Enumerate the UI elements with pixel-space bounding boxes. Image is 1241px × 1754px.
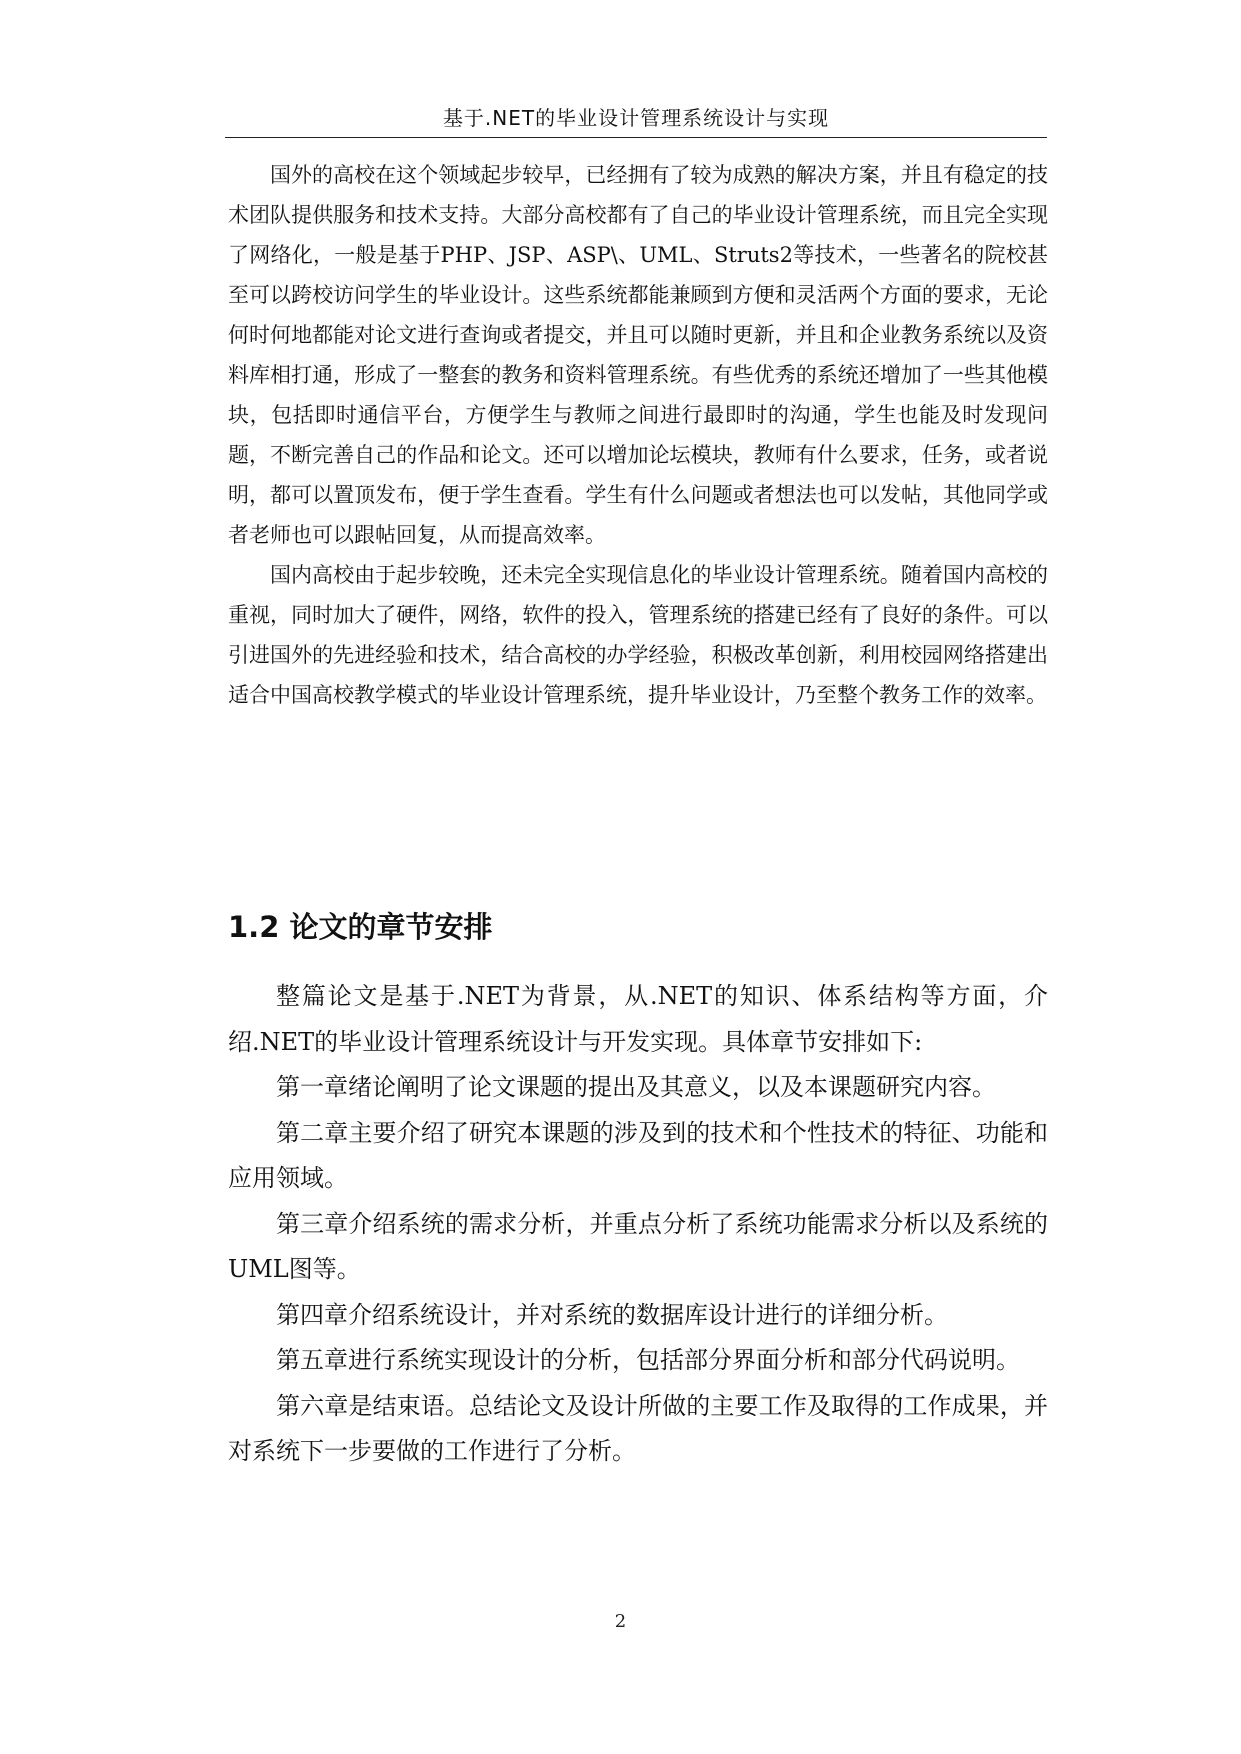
- paragraph-overview: 整篇论文是基于.NET为背景，从.NET的知识、体系结构等方面，介绍.NET的毕业设计管理系统设计与开发实现。具体章节安排如下:: [228, 982, 1048, 1056]
- paragraph-chapter-3: 第三章介绍系统的需求分析，并重点分析了系统功能需求分析以及系统的UML图等。: [228, 1209, 1048, 1283]
- paragraph-chapter-4: 第四章介绍系统设计，并对系统的数据库设计进行的详细分析。: [276, 1300, 948, 1329]
- paragraph-chapter-6: 第六章是结束语。总结论文及设计所做的主要工作及取得的工作成果，并对系统下一步要做的工作进行了分析。: [228, 1391, 1048, 1465]
- running-header: 基于.NET的毕业设计管理系统设计与实现: [442, 106, 830, 130]
- paragraph-domestic-universities: 国内高校由于起步较晚，还未完全实现信息化的毕业设计管理系统。随着国内高校的重视，同时加大了硬件，网络，软件的投入，管理系统的搭建已经有了良好的条件。可以引进国外的先进经验和技术，结合高校的办学经验，积极改革创新，利用校园网络搭建出适合中国高校教学模式的毕业设计管理系统，提升毕业设计，乃至整个教务工作的效率。: [228, 563, 1048, 707]
- section-heading: 1.2 论文的章节安排: [228, 910, 493, 944]
- header-rule: [225, 137, 1047, 138]
- page-number: 2: [614, 1611, 627, 1632]
- paragraph-foreign-universities: 国外的高校在这个领域起步较早，已经拥有了较为成熟的解决方案，并且有稳定的技术团队提供服务和技术支持。大部分高校都有了自己的毕业设计管理系统，而且完全实现了网络化，一般是基于PHP、JSP、ASP\、UML、Struts2等技术，一些著名的院校甚至可以跨校访问学生的毕业设计。这些系统都能兼顾到方便和灵活两个方面的要求，无论何时何地都能对论文进行查询或者提交，并且可以随时更新，并且和企业教务系统以及资料库相打通，形成了一整套的教务和资料管理系统。有些优秀的系统还增加了一些其他模块，包括即时通信平台，方便学生与教师之间进行最即时的沟通，学生也能及时发现问题，不断完善自己的作品和论文。还可以增加论坛模块，教师有什么要求，任务，或者说明，都可以置顶发布，便于学生查看。学生有什么问题或者想法也可以发帖，其他同学或者老师也可以跟帖回复，从而提高效率。: [228, 163, 1048, 547]
- paragraph-chapter-5: 第五章进行系统实现设计的分析，包括部分界面分析和部分代码说明。: [276, 1346, 1020, 1374]
- paragraph-chapter-2: 第二章主要介绍了研究本课题的涉及到的技术和个性技术的特征、功能和应用领域。: [228, 1118, 1048, 1192]
- intro-body: [228, 155, 1048, 715]
- paragraph-chapter-1: 第一章绪论阐明了论文课题的提出及其意义，以及本课题研究内容。: [276, 1073, 996, 1101]
- section-body: [228, 974, 1048, 1475]
